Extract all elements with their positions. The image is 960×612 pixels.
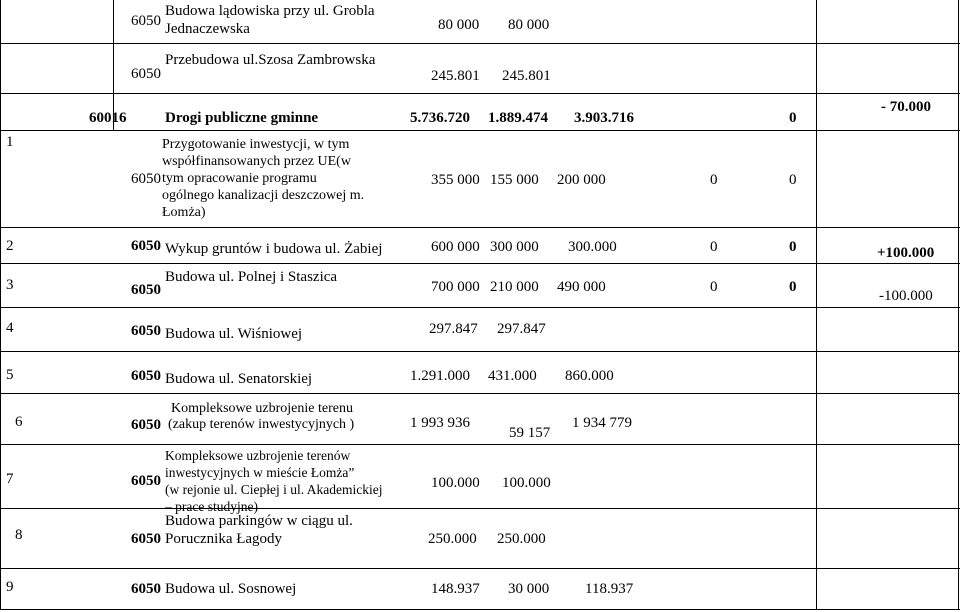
row-value: 250.000: [497, 531, 546, 547]
row-description: ogólnego kanalizacji deszczowej m.: [162, 188, 365, 203]
row-value: 1.291.000: [410, 368, 470, 384]
row-description: Budowa lądowiska przy ul. Grobla: [165, 3, 375, 19]
row-value: 155 000: [490, 172, 539, 188]
row-value: 1 934 779: [572, 415, 632, 431]
row-value: 100.000: [502, 475, 551, 491]
row-value: 860.000: [565, 368, 614, 384]
row-value: 1 993 936: [410, 415, 470, 431]
row-value: 59 157: [509, 425, 551, 441]
row-description: Łomża): [162, 205, 206, 220]
row-code: 6050: [131, 13, 161, 29]
row-number: 3: [6, 277, 14, 293]
row-value: 0: [789, 279, 797, 295]
row-description: współfinansowanych przez UE(w: [162, 154, 351, 169]
row-value: 250.000: [428, 531, 477, 547]
row-number: 9: [6, 579, 14, 595]
row-code: 6050: [131, 66, 161, 82]
column-divider: [0, 0, 1, 610]
row-value: 0: [710, 279, 718, 295]
section-code: 60016: [89, 110, 127, 126]
row-value: 245.801: [502, 68, 551, 84]
row-description: Budowa ul. Sosnowej: [165, 581, 297, 597]
row-description: Kompleksowe uzbrojenie terenów: [165, 448, 351, 463]
row-value: 297.847: [429, 321, 478, 337]
row-description: Przygotowanie inwestycji, w tym: [162, 137, 350, 152]
change-value: - 70.000: [881, 99, 931, 115]
row-value: 118.937: [585, 581, 634, 597]
row-code: 6050: [131, 473, 161, 489]
row-description: Budowa ul. Polnej i Staszica: [165, 269, 338, 285]
row-description: Jednaczewska: [165, 21, 250, 37]
row-number: 7: [6, 471, 14, 487]
row-code: 6050: [131, 531, 161, 547]
row-value: 600 000: [431, 239, 480, 255]
row-value: 245.801: [431, 68, 480, 84]
row-value: 148.937: [431, 581, 480, 597]
row-value: 0: [789, 239, 797, 255]
row-code: 6050: [131, 368, 161, 384]
change-value: +100.000: [877, 245, 935, 261]
row-number: 1: [6, 134, 14, 150]
row-description: – prace studyjne): [165, 499, 258, 514]
row-description: Kompleksowe uzbrojenie terenu: [171, 401, 353, 416]
row-value: 297.847: [497, 321, 546, 337]
row-number: 8: [15, 527, 23, 543]
row-description: Porucznika Łagody: [165, 531, 283, 547]
row-value: 355 000: [431, 172, 480, 188]
row-description: Budowa parkingów w ciągu ul.: [165, 513, 353, 529]
row-value: 30 000: [508, 581, 550, 597]
column-divider: [958, 0, 959, 610]
row-value: 700 000: [431, 279, 480, 295]
row-value: 0: [710, 172, 718, 188]
row-value: 210 000: [490, 279, 539, 295]
section-value: 1.889.474: [488, 110, 548, 126]
section-value: 0: [789, 110, 797, 126]
row-description: Budowa ul. Senatorskiej: [165, 371, 313, 387]
row-description: Wykup gruntów i budowa ul. Żabiej: [165, 241, 383, 257]
row-value: 200 000: [557, 172, 606, 188]
row-number: 6: [15, 414, 23, 430]
row-code: 6050: [131, 171, 161, 187]
row-description: Przebudowa ul.Szosa Zambrowska: [165, 52, 376, 68]
row-value: 80 000: [508, 17, 550, 33]
row-number: 2: [6, 238, 14, 254]
row-value: 80 000: [438, 17, 480, 33]
row-value: 100.000: [431, 475, 480, 491]
section-title: Drogi publiczne gminne: [165, 110, 319, 126]
row-value: 300 000: [490, 239, 539, 255]
row-description: (zakup terenów inwestycyjnych ): [168, 417, 355, 432]
row-number: 5: [6, 367, 14, 383]
row-value: 490 000: [557, 279, 606, 295]
row-value: 300.000: [568, 239, 617, 255]
row-description: tym opracowanie programu: [162, 171, 317, 186]
row-code: 6050: [131, 282, 161, 298]
row-description: (w rejonie ul. Ciepłej i ul. Akademickiej: [165, 482, 383, 497]
column-divider: [816, 0, 817, 610]
row-code: 6050: [131, 417, 161, 433]
row-value: 0: [789, 172, 797, 188]
section-value: 5.736.720: [410, 110, 470, 126]
row-description: inwestycyjnych w mieście Łomża”: [165, 465, 355, 480]
row-description: Budowa ul. Wiśniowej: [165, 326, 303, 342]
row-code: 6050: [131, 238, 161, 254]
row-code: 6050: [131, 323, 161, 339]
row-value: 0: [710, 239, 718, 255]
change-value: -100.000: [879, 288, 933, 304]
row-value: 431.000: [488, 368, 537, 384]
row-code: 6050: [131, 581, 161, 597]
row-number: 4: [6, 320, 14, 336]
section-value: 3.903.716: [574, 110, 634, 126]
